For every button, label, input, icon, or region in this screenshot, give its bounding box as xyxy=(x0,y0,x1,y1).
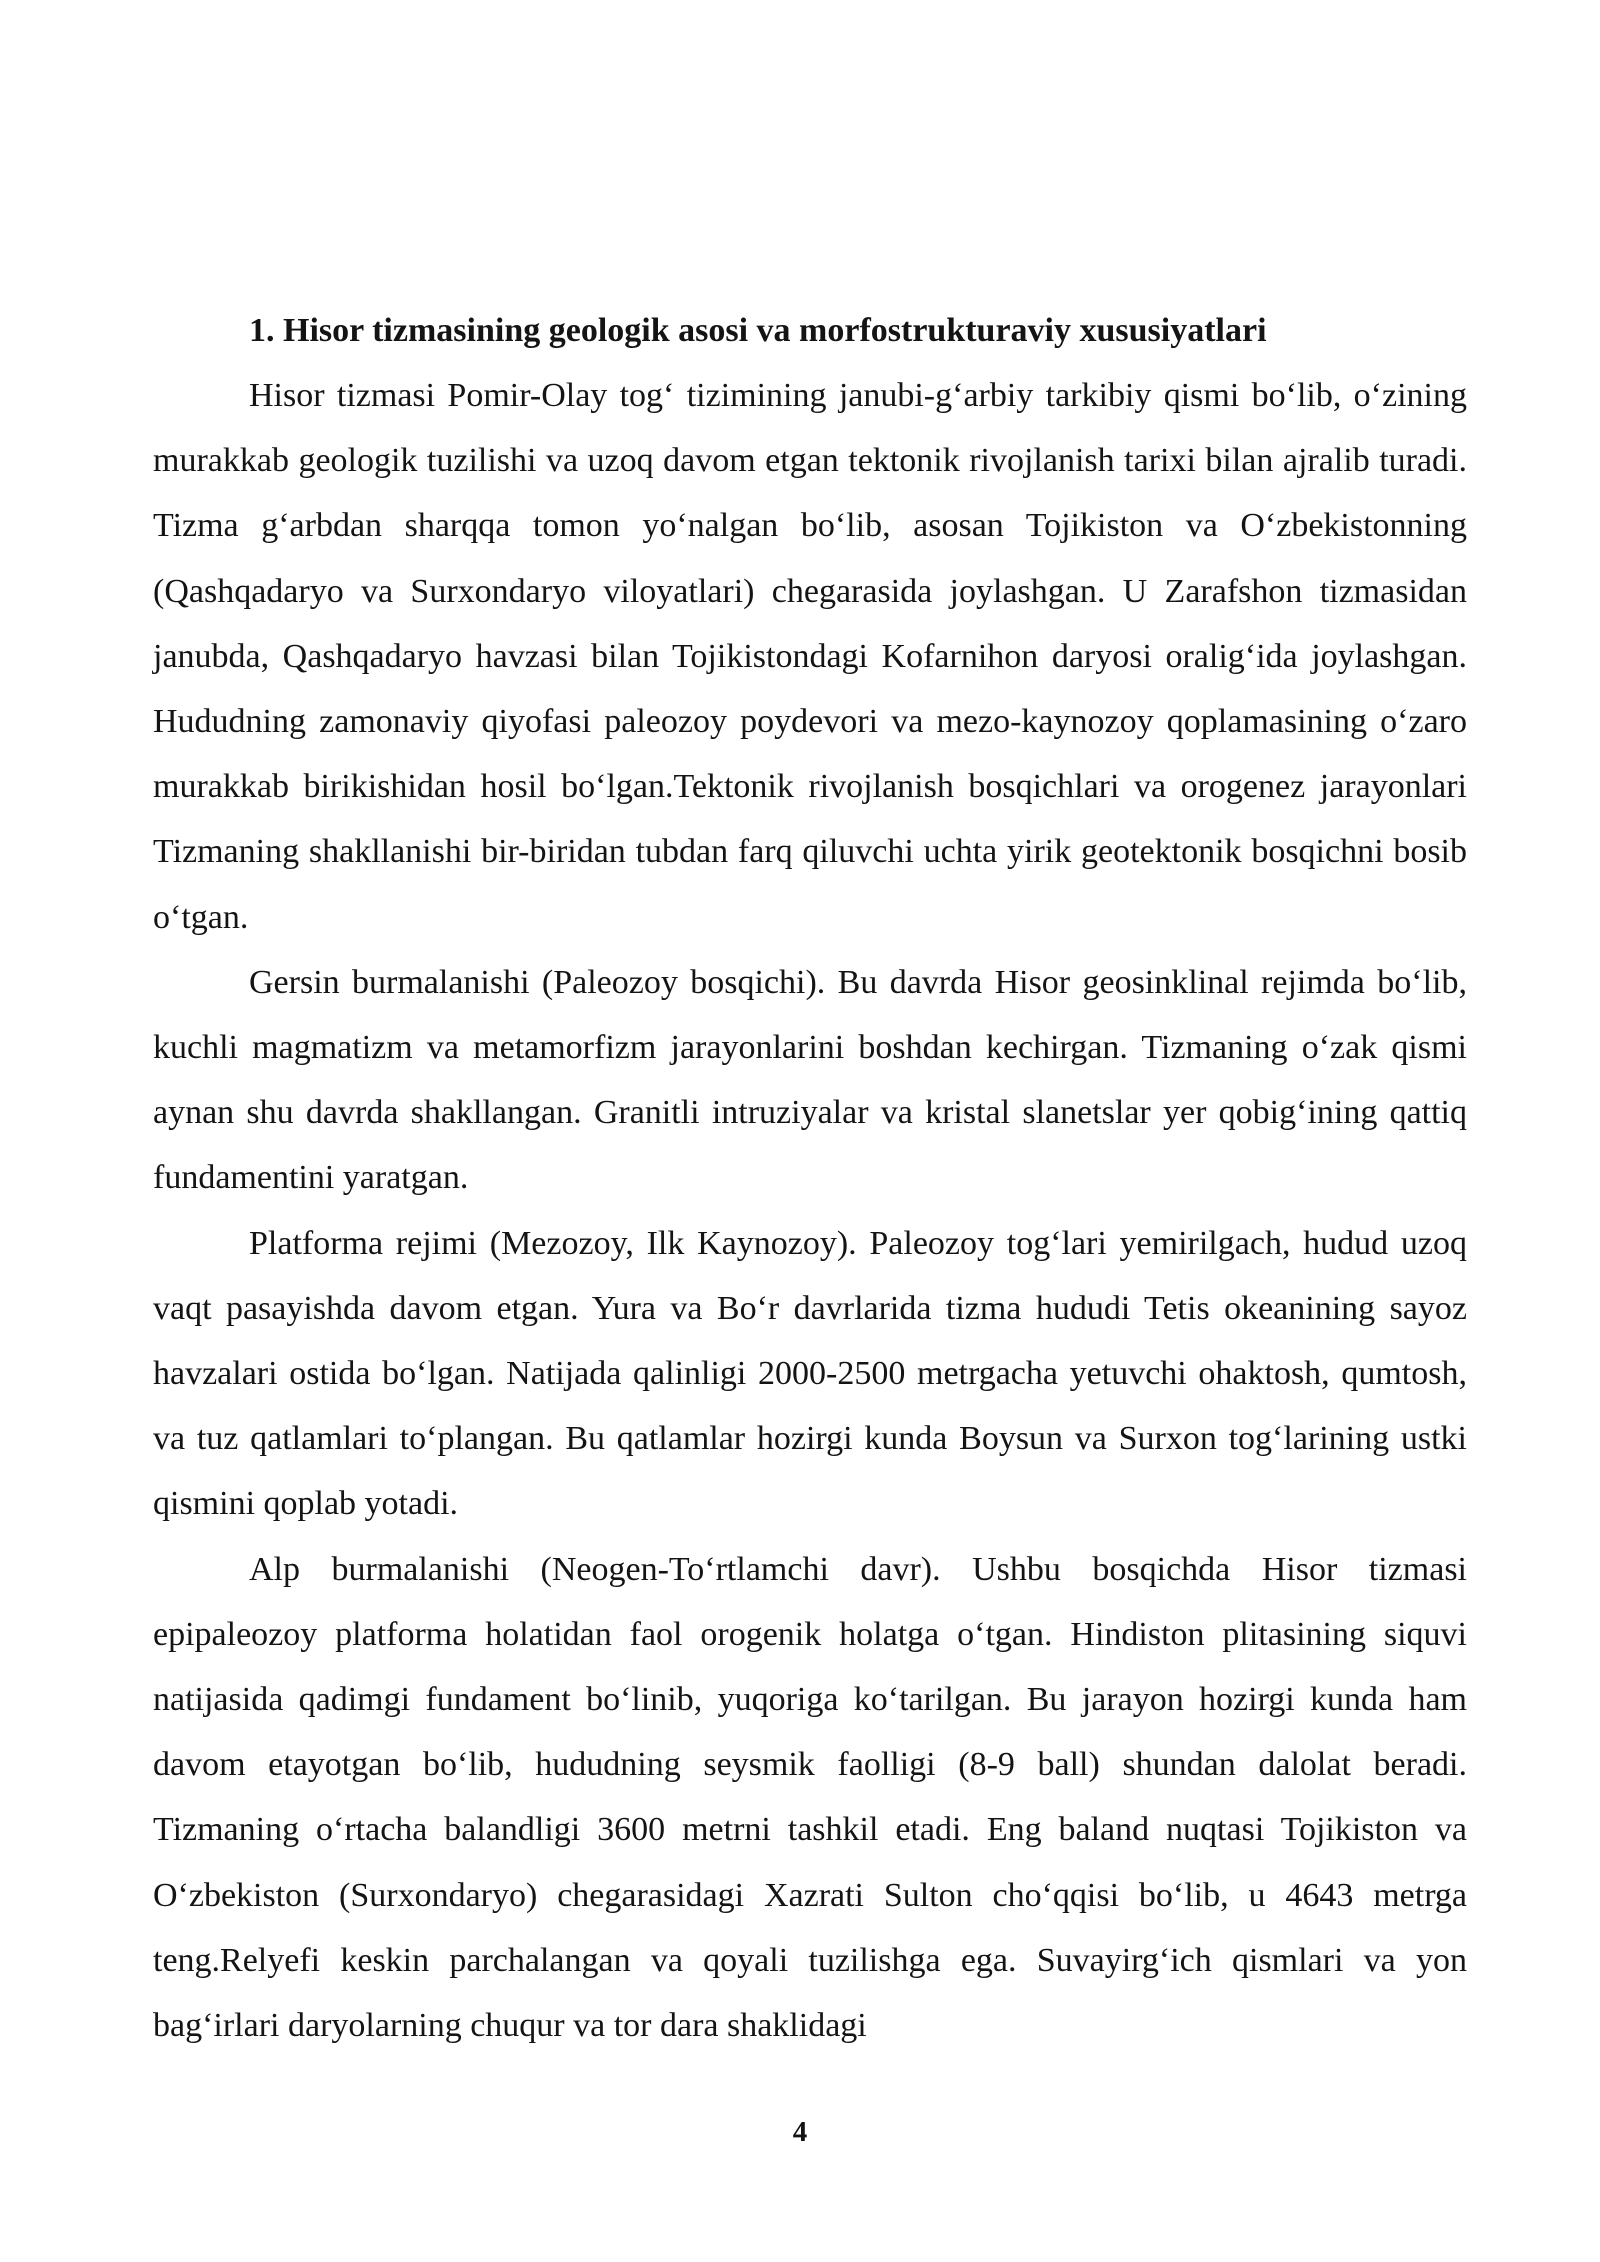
paragraph-alpine-folding: Alp burmalanishi (Neogen-To‘rtlamchi davr). Ushbu bosqichda Hisor tizmasi epipaleozoy platforma holatidan faol orogenik holatga o‘tgan. Hindiston plitasining siquvi natijasida qadimgi fundament bo‘linib, yuqoriga ko‘tarilgan. Bu jarayon hozirgi kunda ham davom etayotgan bo‘lib, hududning seysmik faolligi (8-9 ball) shundan dalolat beradi. Tizmaning o‘rtacha balandligi 3600 metrni tashkil etadi. Eng baland nuqtasi Tojikiston va O‘zbekiston (Surxondaryo) chegarasidagi Xazrati Sulton cho‘qqisi bo‘lib, u 4643 metrga teng.Relyefi keskin parchalangan va qoyali tuzilishga ega. Suvayirg‘ich qismlari va yon bag‘irlari daryolarning chuqur va tor dara shaklidagi xyxy=(153,1550,1467,2045)
paragraph-platform-regime: Platforma rejimi (Mezozoy, Ilk Kaynozoy). Paleozoy tog‘lari yemirilgach, hudud uzoq vaqt pasayishda davom etgan. Yura va Bo‘r davrlarida tizma hududi Tetis okeanining sayoz havzalari ostida bo‘lgan. Natijada qalinligi 2000-2500 metrgacha yetuvchi ohaktosh, qumtosh, va tuz qatlamlari to‘plangan. Bu qatlamlar hozirgi kunda Boysun va Surxon tog‘larining ustki qismini qoplab yotadi. xyxy=(153,1224,1467,1523)
page-number: 4 xyxy=(792,2116,808,2148)
section-heading: 1. Hisor tizmasining geologik asosi va morfostrukturaviy xususiyatlari xyxy=(249,312,1267,349)
paragraph-intro: Hisor tizmasi Pomir-Olay tog‘ tizimining janubi-g‘arbiy tarkibiy qismi bo‘lib, o‘zining murakkab geologik tuzilishi va uzoq davom etgan tektonik rivojlanish tarixi bilan ajralib turadi. Tizma g‘arbdan sharqqa tomon yo‘nalgan bo‘lib, asosan Tojikiston va O‘zbekistonning (Qashqadaryo va Surxondaryo viloyatlari) chegarasida joylashgan. U Zarafshon tizmasidan janubda, Qashqadaryo havzasi bilan Tojikistondagi Kofarnihon daryosi oralig‘ida joylashgan. Hududning zamonaviy qiyofasi paleozoy poydevori va mezo-kaynozoy qoplamasining o‘zaro murakkab birikishidan hosil bo‘lgan.Tektonik rivojlanish bosqichlari va orogenez jarayonlari Tizmaning shakllanishi bir-biridan tubdan farq qiluvchi uchta yirik geotektonik bosqichni bosib o‘tgan. xyxy=(153,377,1467,936)
paragraph-hercynian-folding: Gersin burmalanishi (Paleozoy bosqichi). Bu davrda Hisor geosinklinal rejimda bo‘lib, kuchli magmatizm va metamorfizm jarayonlarini boshdan kechirgan. Tizmaning o‘zak qismi aynan shu davrda shakllangan. Granitli intruziyalar va kristal slanetslar yer qobig‘ining qattiq fundamentini yaratgan. xyxy=(153,963,1467,1197)
page-body xyxy=(153,298,1467,2058)
